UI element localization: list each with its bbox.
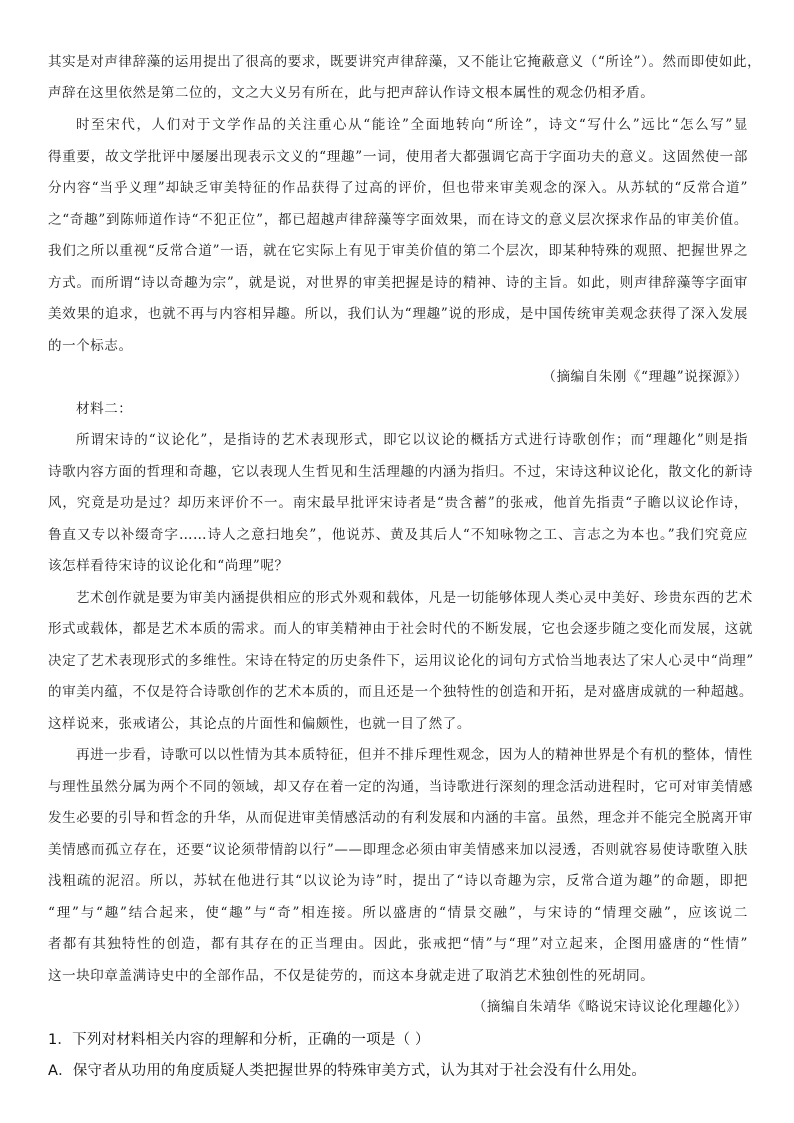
para4-line-3: 决定了艺术表现形式的多维性。宋诗在特定的历史条件下，运用议论化的词句方式恰当地表达了宋人心灵中“尚理” <box>48 653 754 669</box>
para2-line-7: 美效果的追求，也就不再与内容相异趣。所以，我们认为“理趣”说的形成，是中国传统审美观念获得了深入发展 <box>48 306 748 322</box>
para3-line-5: 该怎样看待宋诗的议论化和“尚理”呢？ <box>48 558 289 574</box>
para4-line-2: 形式或载体，都是艺术本质的需求。而人的审美精神由于社会时代的不断发展，它也会逐步随之变化而发展，这就 <box>48 621 753 637</box>
para3-line-3: 风，究竟是功是过？却历来评价不一。南宋最早批评宋诗者是“贵含蓄”的张戒，他首先指责“子瞻以议论作诗， <box>48 495 748 511</box>
para5-line-1: 再进一步看，诗歌可以以性情为其本质特征，但并不排斥理性观念，因为人的精神世界是个有机的整体，情性 <box>76 747 753 763</box>
para4-line-5: 这样说来，张戒诸公，其论点的片面性和偏颇性，也就一目了然了。 <box>48 716 471 732</box>
para2-line-2: 得重要，故文学批评中屡屡出现表示文义的“理趣”一词，使用者大都强调它高于字面功夫的意义。这固然使一部 <box>48 149 748 165</box>
source-citation-2: （摘编自朱靖华《略说宋诗议论化理趣化》） <box>472 999 748 1015</box>
para5-line-7: 者都有其独特性的创造，都有其存在的正当理由。因此，张戒把“情”与“理”对立起来，企图用盛唐的“性情” <box>48 936 748 952</box>
para1-line-1: 其实是对声律辞藻的运用提出了很高的要求，既要讲究声律辞藻，又不能让它掩蔽意义（“所诠”）。然而即使如此， <box>48 54 762 70</box>
para2-line-8: 的一个标志。 <box>48 338 133 354</box>
para5-line-5: 浅粗疏的泥沼。所以，苏轼在他进行其“以议论为诗”时，提出了“诗以奇趣为宗，反常合道为趣”的命题，即把 <box>48 873 748 889</box>
para5-line-8: 这一块印章盖满诗史中的全部作品，不仅是徒劳的，而这本身就走进了取消艺术独创性的死胡同。 <box>48 968 655 984</box>
para4-line-4: 的审美内蕴，不仅是符合诗歌创作的艺术本质的，而且还是一个独特性的创造和开拓，是对盛唐成就的一种超越。 <box>48 684 753 700</box>
para5-line-6: “理”与“趣”结合起来，使“趣”与“奇”相连接。所以盛唐的“情景交融”，与宋诗的“情理交融”，应该说二 <box>48 905 748 921</box>
source-citation-1: （摘编自朱刚《“理趣”说探源》） <box>542 369 748 385</box>
material-2-label: 材料二： <box>76 401 133 417</box>
para2-line-4: 之“奇趣”到陈师道作诗“不犯正位”，都已超越声律辞藻等字面效果，而在诗文的意义层次探求作品的审美价值。 <box>48 212 748 228</box>
para3-line-2: 诗歌内容方面的哲理和奇趣，它以表现人生哲见和生活理趣的内涵为指归。不过，宋诗这种议论化，散文化的新诗 <box>48 464 753 480</box>
question-1-stem: 1．下列对材料相关内容的理解和分析，正确的一项是（ ） <box>48 1032 430 1048</box>
para1-line-2: 声辞在这里依然是第二位的，文之大义另有所在，此与把声辞认作诗文根本属性的观念仍相矛盾。 <box>48 85 655 101</box>
para2-line-1: 时至宋代，人们对于文学作品的关注重心从“能诠”全面地转向“所诠”，诗文“写什么”远比“怎么写”显 <box>76 117 748 133</box>
para4-line-1: 艺术创作就是要为审美内涵提供相应的形式外观和载体，凡是一切能够体现人类心灵中美好、珍贵东西的艺术 <box>76 590 753 606</box>
para5-line-4: 美情感而孤立存在，还要“议论须带情韵以行”——即理念必须由审美情感来加以浸透，否则就容易使诗歌堕入肤 <box>48 842 748 858</box>
para3-line-1: 所谓宋诗的“议论化”，是指诗的艺术表现形式，即它以议论的概括方式进行诗歌创作；而“理趣化”则是指 <box>76 432 748 448</box>
para3-line-4: 鲁直又专以补缀奇字……诗人之意扫地矣”，他说苏、黄及其后人“不知咏物之工、言志之为本也。”我们究竟应 <box>48 527 748 543</box>
para2-line-6: 方式。而所谓“诗以奇趣为宗”，就是说，对世界的审美把握是诗的精神、诗的主旨。如此，则声律辞藻等字面审 <box>48 275 748 291</box>
question-1-option-a: A．保守者从功用的角度质疑人类把握世界的特殊审美方式，认为其对于社会没有什么用处。 <box>48 1063 647 1079</box>
para2-line-5: 我们之所以重视“反常合道”一语，就在它实际上有见于审美价值的第二个层次，即某种特殊的观照、把握世界之 <box>48 243 748 259</box>
para5-line-2: 与理性虽然分属为两个不同的领域，却又存在着一定的沟通，当诗歌进行深刻的理念活动进程时，它可对审美情感 <box>48 779 753 795</box>
para5-line-3: 发生必要的引导和哲念的升华，从而促进审美情感活动的有利发展和内涵的丰富。虽然，理念并不能完全脱离开审 <box>48 810 753 826</box>
para2-line-3: 分内容“当乎义理”却缺乏审美特征的作品获得了过高的评价，但也带来审美观念的深入。从苏轼的“反常合道” <box>48 180 748 196</box>
